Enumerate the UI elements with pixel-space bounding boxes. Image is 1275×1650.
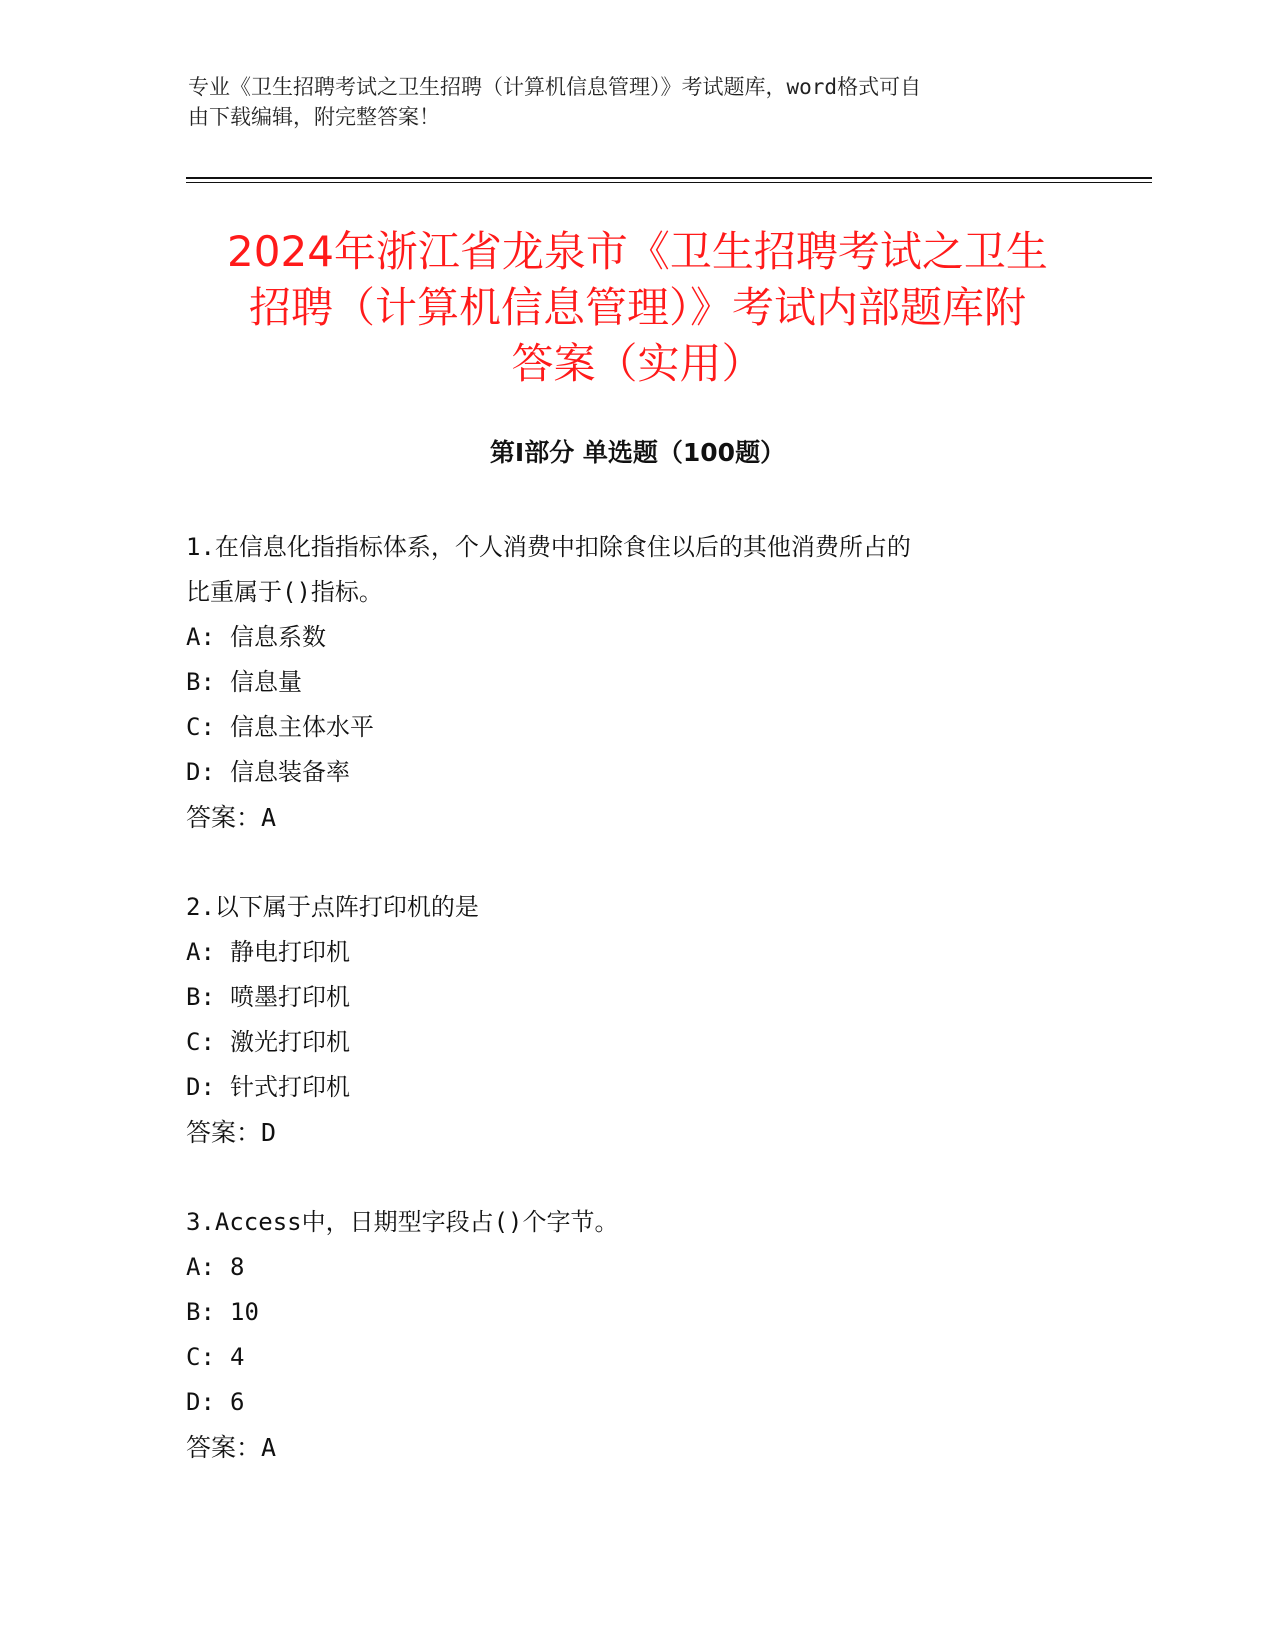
question-2-option-a: [186, 930, 1086, 975]
question-3-answer: [186, 1425, 1086, 1471]
option-letter: C:: [186, 1028, 215, 1056]
option-letter: B:: [186, 983, 215, 1011]
option-text: 6: [230, 1388, 245, 1416]
question-2: [186, 885, 1086, 1156]
option-letter: D:: [186, 1073, 215, 1101]
option-text: 4: [230, 1343, 245, 1371]
option-letter: B:: [186, 668, 215, 696]
question-2-answer: [186, 1110, 1086, 1156]
header-note: [188, 72, 1088, 132]
question-3-option-a: [186, 1245, 1086, 1290]
option-letter: B:: [186, 1298, 215, 1326]
answer-value: A: [261, 803, 277, 832]
question-3-stem-line-1: 3.Access中，日期型字段占()个字节。: [186, 1208, 619, 1236]
option-letter: C:: [186, 713, 215, 741]
question-1-stem-line-2: 比重属于()指标。: [186, 578, 383, 606]
answer-label: 答案：: [186, 1118, 262, 1147]
question-3-option-b: [186, 1290, 1086, 1335]
question-list: [186, 525, 1086, 1515]
header-divider-thin: [186, 182, 1152, 183]
question-3-option-d: [186, 1380, 1086, 1425]
option-text: 信息主体水平: [230, 713, 374, 741]
answer-value: A: [261, 1433, 277, 1462]
question-2-stem-line-1: 2.以下属于点阵打印机的是: [186, 893, 479, 921]
question-1-stem-line-1: 1.在信息化指指标体系，个人消费中扣除食住以后的其他消费所占的: [186, 533, 911, 561]
answer-value: D: [261, 1118, 277, 1147]
question-3: [186, 1200, 1086, 1471]
option-letter: A:: [186, 623, 215, 651]
question-2-option-b: [186, 975, 1086, 1020]
answer-label: 答案：: [186, 803, 262, 832]
answer-label: 答案：: [186, 1433, 262, 1462]
option-letter: C:: [186, 1343, 215, 1371]
header-note-line-2: 由下载编辑，附完整答案！: [188, 105, 440, 129]
option-text: 针式打印机: [230, 1073, 350, 1101]
option-text: 静电打印机: [230, 938, 350, 966]
question-2-option-d: [186, 1065, 1086, 1110]
option-text: 喷墨打印机: [230, 983, 350, 1011]
option-letter: D:: [186, 758, 215, 786]
option-letter: A:: [186, 938, 215, 966]
option-text: 8: [230, 1253, 245, 1281]
document-title-line-1: 2024年浙江省龙泉市《卫生招聘考试之卫生: [227, 227, 1048, 276]
question-1-answer: [186, 795, 1086, 841]
option-text: 信息装备率: [230, 758, 350, 786]
document-title-line-3: 答案（实用）: [511, 339, 764, 388]
option-text: 信息系数: [230, 623, 326, 651]
section-title: 第Ⅰ部分 单选题（100题）: [489, 438, 786, 467]
question-1-option-a: [186, 615, 1086, 660]
question-2-option-c: [186, 1020, 1086, 1065]
option-letter: A:: [186, 1253, 215, 1281]
question-1-option-b: [186, 660, 1086, 705]
option-text: 信息量: [230, 668, 302, 696]
document-title-line-2: 招聘（计算机信息管理）》考试内部题库附: [248, 283, 1026, 332]
document-title: [150, 224, 1125, 392]
question-1-option-c: [186, 705, 1086, 750]
header-divider-thick: [186, 177, 1152, 179]
question-1: [186, 525, 1086, 841]
question-1-option-d: [186, 750, 1086, 795]
option-text: 激光打印机: [230, 1028, 350, 1056]
question-3-option-c: [186, 1335, 1086, 1380]
option-text: 10: [230, 1298, 259, 1326]
header-note-line-1: 专业《卫生招聘考试之卫生招聘（计算机信息管理）》考试题库，word格式可自: [188, 75, 922, 99]
option-letter: D:: [186, 1388, 215, 1416]
